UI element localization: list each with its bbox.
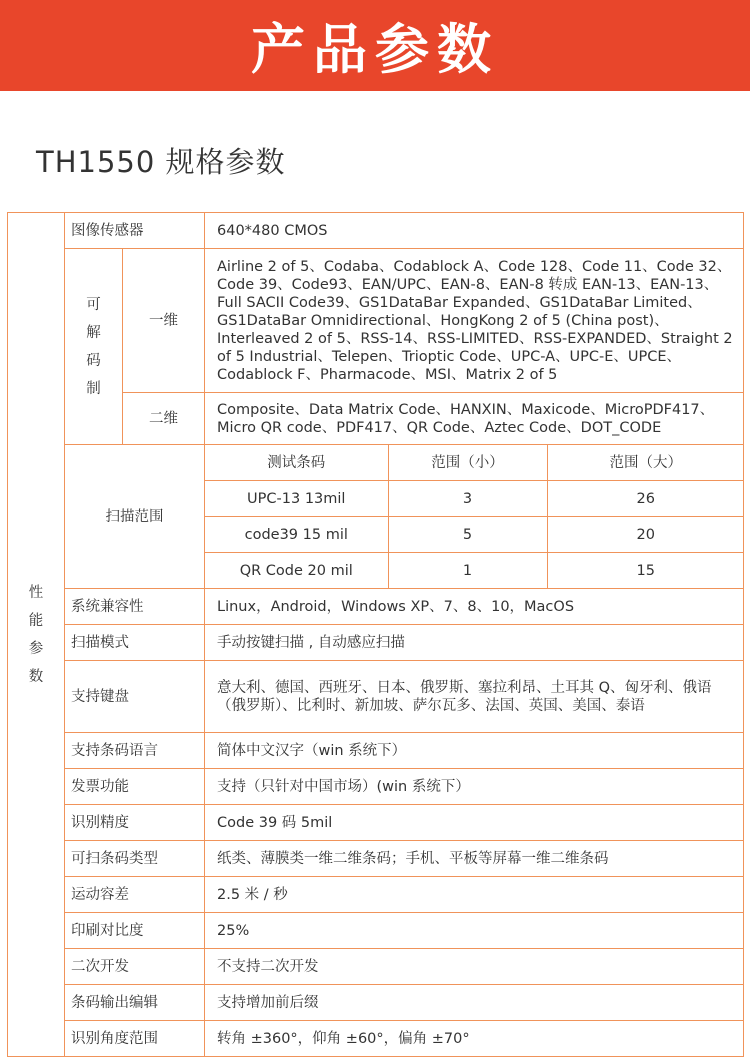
spec-label: 可扫条码类型 <box>65 841 205 877</box>
scan-range-subtable-cell <box>205 445 744 589</box>
spec-row <box>8 949 744 985</box>
spec-row <box>8 625 744 661</box>
spec-value-1d: Airline 2 of 5、Codaba、Codablock A、Code 128、Code 11、Code 32、Code 39、Code93、EAN/UPC、EAN-8、EAN-8 转成 EAN-13、EAN-13、Full SACII Code39、GS1DataBar Expanded、GS1DataBar Limited、GS1DataBar Omnidirectional、HongKong 2 of 5 (China post)、Interleaved 2 of 5、RSS-14、RSS-LIMITED、RSS-EXPANDED、Straight 2 of 5 Industrial、Telepen、Trioptic Code、UPC-A、UPC-E、UPCE、Codablock F、Pharmacode、MSI、Matrix 2 of 5 <box>205 249 744 393</box>
scan-range-header <box>205 445 744 481</box>
spec-row-image-sensor <box>8 213 744 249</box>
scan-range-subtable <box>205 445 744 588</box>
spec-row <box>8 769 744 805</box>
spec-row <box>8 805 744 841</box>
spec-label: 扫描模式 <box>65 625 205 661</box>
spec-row <box>8 1021 744 1057</box>
category-char: 能 <box>28 612 44 629</box>
scan-range-cell: 26 <box>547 481 744 517</box>
scan-range-row <box>205 517 744 553</box>
spec-value: 纸类、薄膜类一维二维条码；手机、平板等屏幕一维二维条码 <box>205 841 744 877</box>
scan-range-header-cell: 范围（小） <box>388 445 547 481</box>
header-banner <box>0 0 750 91</box>
category-char: 性 <box>28 584 44 601</box>
spec-label: 条码输出编辑 <box>65 985 205 1021</box>
spec-value: 支持（只针对中国市场）(win 系统下） <box>205 769 744 805</box>
category-performance <box>8 213 65 1057</box>
spec-row <box>8 733 744 769</box>
spec-row-1d-symbologies <box>8 249 744 393</box>
scan-range-header-cell: 测试条码 <box>205 445 388 481</box>
symbologies-char: 解 <box>86 324 101 341</box>
category-char: 数 <box>28 668 44 685</box>
spec-label: 印刷对比度 <box>65 913 205 949</box>
spec-row <box>8 985 744 1021</box>
scan-range-cell: 15 <box>547 553 744 589</box>
spec-label: 支持键盘 <box>65 661 205 733</box>
spec-value: 转角 ±360°，仰角 ±60°，偏角 ±70° <box>205 1021 744 1057</box>
spec-label: 二次开发 <box>65 949 205 985</box>
spec-label-2d: 二维 <box>123 393 205 445</box>
scan-range-cell: 20 <box>547 517 744 553</box>
spec-label: 系统兼容性 <box>65 589 205 625</box>
spec-value: 2.5 米 / 秒 <box>205 877 744 913</box>
scan-range-cell: 5 <box>388 517 547 553</box>
spec-label-scan-range: 扫描范围 <box>65 445 205 589</box>
spec-value: Code 39 码 5mil <box>205 805 744 841</box>
spec-label: 图像传感器 <box>65 213 205 249</box>
symbologies-char: 制 <box>86 380 101 397</box>
spec-value: 640*480 CMOS <box>205 213 744 249</box>
scan-range-cell: 3 <box>388 481 547 517</box>
symbologies-label <box>65 249 123 445</box>
scan-range-row <box>205 481 744 517</box>
spec-row <box>8 913 744 949</box>
spec-label-1d: 一维 <box>123 249 205 393</box>
spec-row <box>8 841 744 877</box>
spec-row <box>8 589 744 625</box>
spec-label: 支持条码语言 <box>65 733 205 769</box>
scan-range-row <box>205 553 744 589</box>
spec-label: 发票功能 <box>65 769 205 805</box>
spec-label: 识别精度 <box>65 805 205 841</box>
spec-value-2d: Composite、Data Matrix Code、HANXIN、Maxicode、MicroPDF417、Micro QR code、PDF417、QR Code、Aztec Code、DOT_CODE <box>205 393 744 445</box>
spec-value: 手动按键扫描 , 自动感应扫描 <box>205 625 744 661</box>
scan-range-cell: UPC-13 13mil <box>205 481 388 517</box>
symbologies-char: 码 <box>86 352 101 369</box>
page-subtitle: TH1550 规格参数 <box>36 145 286 179</box>
scan-range-cell: code39 15 mil <box>205 517 388 553</box>
spec-label: 识别角度范围 <box>65 1021 205 1057</box>
spec-value: 25% <box>205 913 744 949</box>
spec-row <box>8 877 744 913</box>
symbologies-char: 可 <box>86 296 101 313</box>
spec-value: Linux，Android，Windows XP、7、8、10，MacOS <box>205 589 744 625</box>
spec-value: 支持增加前后缀 <box>205 985 744 1021</box>
scan-range-header-cell: 范围（大） <box>547 445 744 481</box>
scan-range-cell: QR Code 20 mil <box>239 562 353 579</box>
category-char: 参 <box>28 640 44 657</box>
spec-value: 不支持二次开发 <box>205 949 744 985</box>
spec-row <box>8 661 744 733</box>
banner-title: 产品参数 <box>251 18 499 81</box>
spec-label: 运动容差 <box>65 877 205 913</box>
spec-row-scan-range <box>8 445 744 589</box>
scan-range-cell: 1 <box>388 553 547 589</box>
spec-value: 简体中文汉字（win 系统下） <box>205 733 744 769</box>
spec-table <box>7 212 744 1057</box>
spec-value: 意大利、德国、西班牙、日本、俄罗斯、塞拉利昂、土耳其 Q、匈牙利、俄语（俄罗斯）、比利时、新加坡、萨尔瓦多、法国、英国、美国、泰语 <box>205 661 744 733</box>
